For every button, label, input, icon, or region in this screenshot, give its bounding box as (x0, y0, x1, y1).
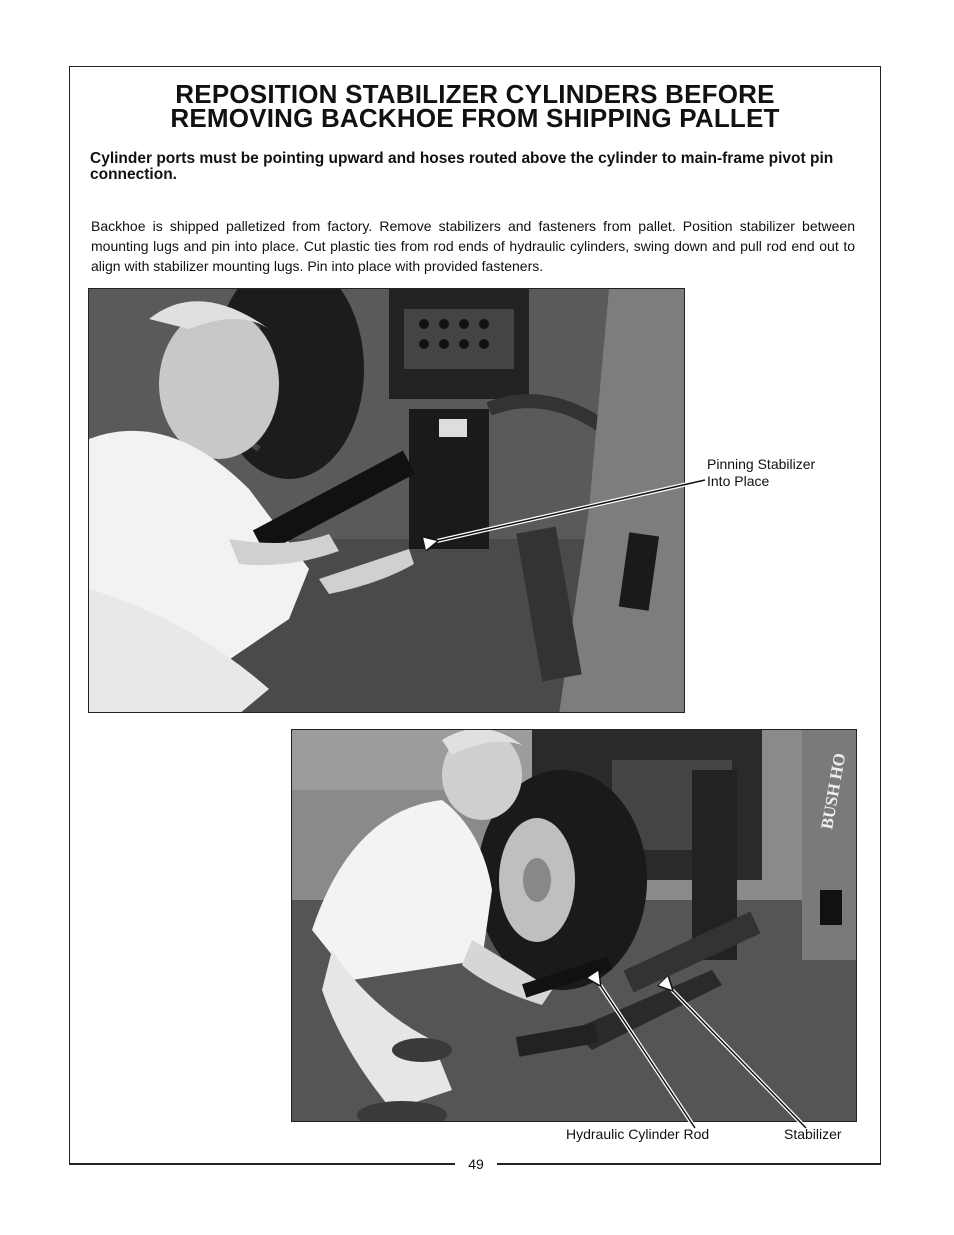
caption-hydraulic-cylinder-rod: Hydraulic Cylinder Rod (566, 1126, 710, 1142)
page-number: 49 (455, 1156, 497, 1172)
caption-pinning-line-2: Into Place (707, 473, 770, 489)
photo-hydraulic-rod-stabilizer (291, 729, 857, 1122)
photo-hydraulic-rod-stabilizer-image (292, 730, 857, 1122)
caption-stabilizer: Stabilizer (784, 1126, 842, 1142)
page-title (69, 79, 881, 133)
title-line-1: REPOSITION STABILIZER CYLINDERS BEFORE (175, 79, 775, 109)
photo-pinning-stabilizer-image (89, 289, 685, 713)
caption-pinning-stabilizer (707, 456, 857, 490)
warning-subheading: Cylinder ports must be pointing upward and hoses routed above the cylinder to main-frame pivot pin connection. (90, 150, 834, 183)
title-line-2: REMOVING BACKHOE FROM SHIPPING PALLET (170, 103, 780, 133)
instructions-paragraph: Backhoe is shipped palletized from factory. Remove stabilizers and fasteners from pallet. Position stabilizer between mounting lugs and pin into place. Cut plastic ties from rod ends of hydraulic cylinders, swing down and pull rod end out to align with stabilizer mounting lugs. Pin into place with provided fasteners. (91, 218, 855, 274)
footer-rule-right (497, 1164, 881, 1165)
photo-pinning-stabilizer (88, 288, 685, 713)
backhoe-sign-text: BUSH HO (817, 751, 850, 831)
footer-rule-left (69, 1164, 455, 1165)
caption-pinning-line-1: Pinning Stabilizer (707, 456, 816, 472)
